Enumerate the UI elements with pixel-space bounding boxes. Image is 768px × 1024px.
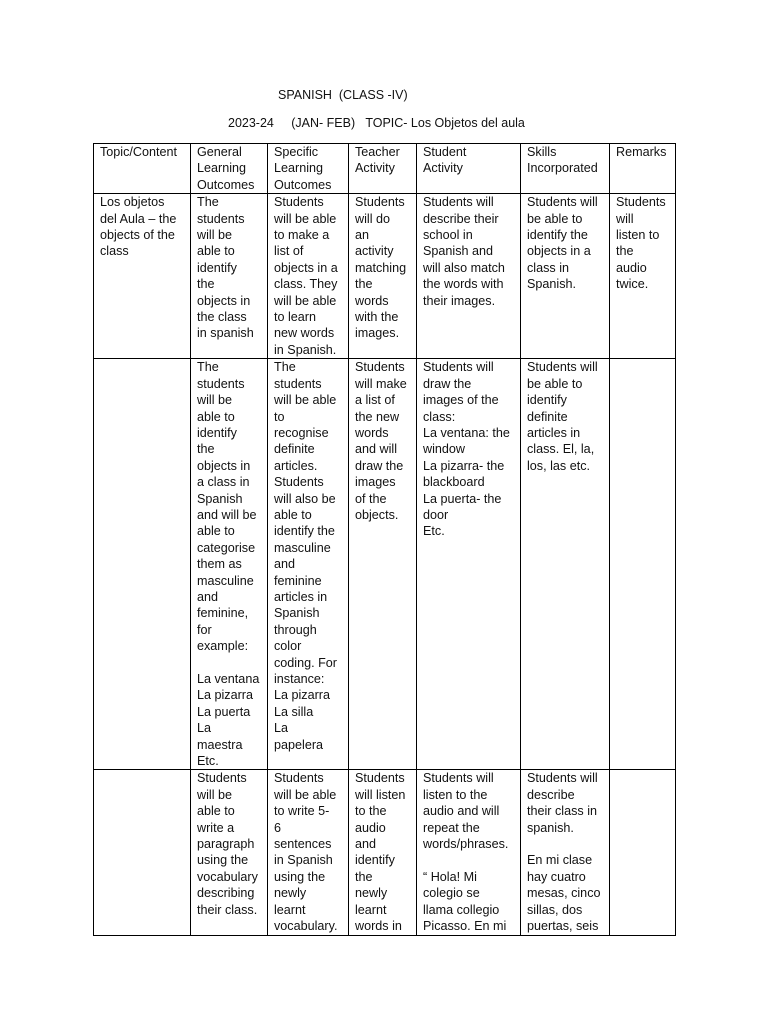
table-cell-remarks: Students will listen to the audio twice. [610, 194, 676, 359]
table-cell-general-outcome: Students will be able to write a paragraph using the vocabulary describing their class. [191, 770, 268, 935]
table-cell-general-outcome: The students will be able to identify the objects in the class in spanish [191, 194, 268, 359]
table-cell-remarks [610, 770, 676, 935]
table-row [94, 194, 676, 359]
table-row [94, 770, 676, 935]
table-cell-remarks [610, 359, 676, 770]
table-cell-specific-outcome: Students will be able to write 5- 6 sentences in Spanish using the newly learnt vocabulary. [268, 770, 349, 935]
table-cell-student-activity: Students will describe their school in Spanish and will also match the words with their images. [417, 194, 521, 359]
table-cell-skills: Students will describe their class in spanish. En mi clase hay cuatro mesas, cinco sillas, dos puertas, seis [521, 770, 610, 935]
header-cell-specific-learning-outcomes: Specific Learning Outcomes [268, 144, 349, 194]
table-row [94, 359, 676, 770]
document-subtitle: 2023-24 (JAN- FEB) TOPIC- Los Objetos del aula [228, 116, 525, 130]
table-cell-student-activity: Students will listen to the audio and will repeat the words/phrases. “ Hola! Mi colegio se llama collegio Picasso. En mi [417, 770, 521, 935]
table-cell-specific-outcome: Students will be able to make a list of objects in a class. They will be able to learn new words in Spanish. [268, 194, 349, 359]
table-cell-topic [94, 359, 191, 770]
table-cell-teacher-activity: Students will listen to the audio and identify the newly learnt words in [349, 770, 417, 935]
table-cell-skills: Students will be able to identify definite articles in class. El, la, los, las etc. [521, 359, 610, 770]
table-header-row [94, 144, 676, 194]
document-title: SPANISH (CLASS -IV) [278, 88, 408, 102]
table-cell-teacher-activity: Students will make a list of the new words and will draw the images of the objects. [349, 359, 417, 770]
header-cell-teacher-activity: Teacher Activity [349, 144, 417, 194]
header-cell-remarks: Remarks [610, 144, 676, 194]
header-cell-general-learning-outcomes: General Learning Outcomes [191, 144, 268, 194]
table-cell-specific-outcome: The students will be able to recognise definite articles. Students will also be able to identify the masculine and feminine articles in Spanish through color coding. For instance: La pizarra La silla La papelera [268, 359, 349, 770]
table-cell-topic [94, 770, 191, 935]
lesson-plan-table [93, 143, 676, 936]
table-cell-teacher-activity: Students will do an activity matching the words with the images. [349, 194, 417, 359]
table-cell-topic: Los objetos del Aula – the objects of the class [94, 194, 191, 359]
table-cell-student-activity: Students will draw the images of the class: La ventana: the window La pizarra- the blackboard La puerta- the door Etc. [417, 359, 521, 770]
header-cell-student-activity: Student Activity [417, 144, 521, 194]
table-cell-skills: Students will be able to identify the objects in a class in Spanish. [521, 194, 610, 359]
header-cell-skills-incorporated: Skills Incorporated [521, 144, 610, 194]
header-cell-topic-content: Topic/Content [94, 144, 191, 194]
table-cell-general-outcome: The students will be able to identify the objects in a class in Spanish and will be able to categorise them as masculine and feminine, for example: La ventana La pizarra La puerta La maestra Etc. [191, 359, 268, 770]
